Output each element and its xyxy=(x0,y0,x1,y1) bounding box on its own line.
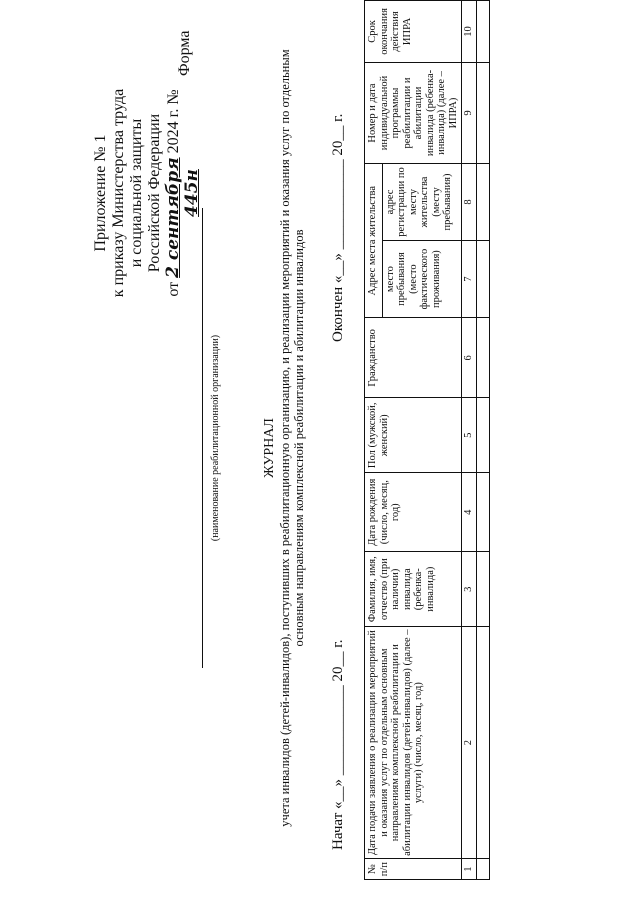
col-header-ipra-number: Номер и дата индивидуальной программы реабилитации и абилитации инвалида (ребенка-инвалида) (далее – ИПРА) xyxy=(365,62,462,163)
journal-end-date: Окончен «__» ____________ 20__ г. xyxy=(330,113,346,342)
column-number: 6 xyxy=(462,318,477,398)
form-label: Форма xyxy=(176,30,193,76)
table-cell xyxy=(477,164,490,241)
column-number: 8 xyxy=(462,164,477,241)
column-number: 7 xyxy=(462,240,477,317)
appendix-date-line xyxy=(164,78,202,308)
table-cell xyxy=(477,1,490,63)
col-header-ipra-term: Срок окончания действия ИПРА xyxy=(365,1,462,63)
journal-description-line-1: учета инвалидов (детей-инвалидов), поступивших в реабилитационную организацию, и реализации мероприятий и оказания услуг по отдельным xyxy=(278,49,292,827)
journal-title: ЖУРНАЛ xyxy=(262,418,277,478)
journal-start-date: Начат «__» ____________ 20__ г. xyxy=(330,639,346,850)
col-header-address-group: Адрес места жительства xyxy=(365,164,383,318)
date-year: 2024 г. № xyxy=(165,89,182,154)
organization-name-caption: (наименование реабилитационной организации) xyxy=(210,334,221,542)
col-header-full-name: Фамилия, имя, отчество (при наличии) инвалида (ребенка-инвалида) xyxy=(365,552,462,627)
table-cell xyxy=(477,318,490,398)
date-prefix: от xyxy=(165,281,182,297)
table-cell xyxy=(477,398,490,473)
col-header-birth-date: Дата рождения (число, месяц, год) xyxy=(365,473,462,552)
col-header-sex: Пол (мужской, женский) xyxy=(365,398,462,473)
col-header-number: № п/п xyxy=(365,859,462,880)
col-header-registration-address: адрес регистрации по месту жительства (месту пребывания) xyxy=(382,164,461,241)
col-header-application-date: Дата подачи заявления о реализации мероприятий и оказания услуг по отдельным основным направлениям комплексной реабилитации и абилитации инвалидов (детей-инвалидов) (далее – услуги) (число, месяц, год) xyxy=(365,627,462,859)
appendix-header xyxy=(92,78,202,308)
table-empty-row xyxy=(477,1,490,880)
handwritten-order-number: 445н xyxy=(182,169,202,217)
journal-description-line-2: основным направлениям комплексной реабилитации и абилитации инвалидов xyxy=(292,229,306,647)
table-cell xyxy=(477,473,490,552)
table-cell xyxy=(477,552,490,627)
table-cell xyxy=(477,240,490,317)
column-number: 2 xyxy=(462,627,477,859)
table-cell xyxy=(477,627,490,859)
column-number: 4 xyxy=(462,473,477,552)
column-number: 3 xyxy=(462,552,477,627)
appendix-ministry-line: и социальной защиты xyxy=(128,118,145,268)
table-cell xyxy=(477,62,490,163)
organization-name-line xyxy=(202,208,203,668)
table-header-row xyxy=(365,1,383,880)
col-header-citizenship: Гражданство xyxy=(365,318,462,398)
appendix-number: Приложение № 1 xyxy=(92,134,109,252)
appendix-order-line: к приказу Министерства труда xyxy=(110,88,127,298)
col-header-stay-place: место пребывания (место фактического проживания) xyxy=(382,240,461,317)
table-cell xyxy=(477,859,490,880)
column-number: 9 xyxy=(462,62,477,163)
journal-description xyxy=(278,28,306,848)
column-number: 1 xyxy=(462,859,477,880)
column-number: 5 xyxy=(462,398,477,473)
column-number: 10 xyxy=(462,1,477,63)
journal-table xyxy=(364,0,490,880)
appendix-country-line: Российской Федерации xyxy=(146,113,163,273)
table-column-numbers-row xyxy=(462,1,477,880)
handwritten-date: 2 сентября xyxy=(163,157,183,278)
